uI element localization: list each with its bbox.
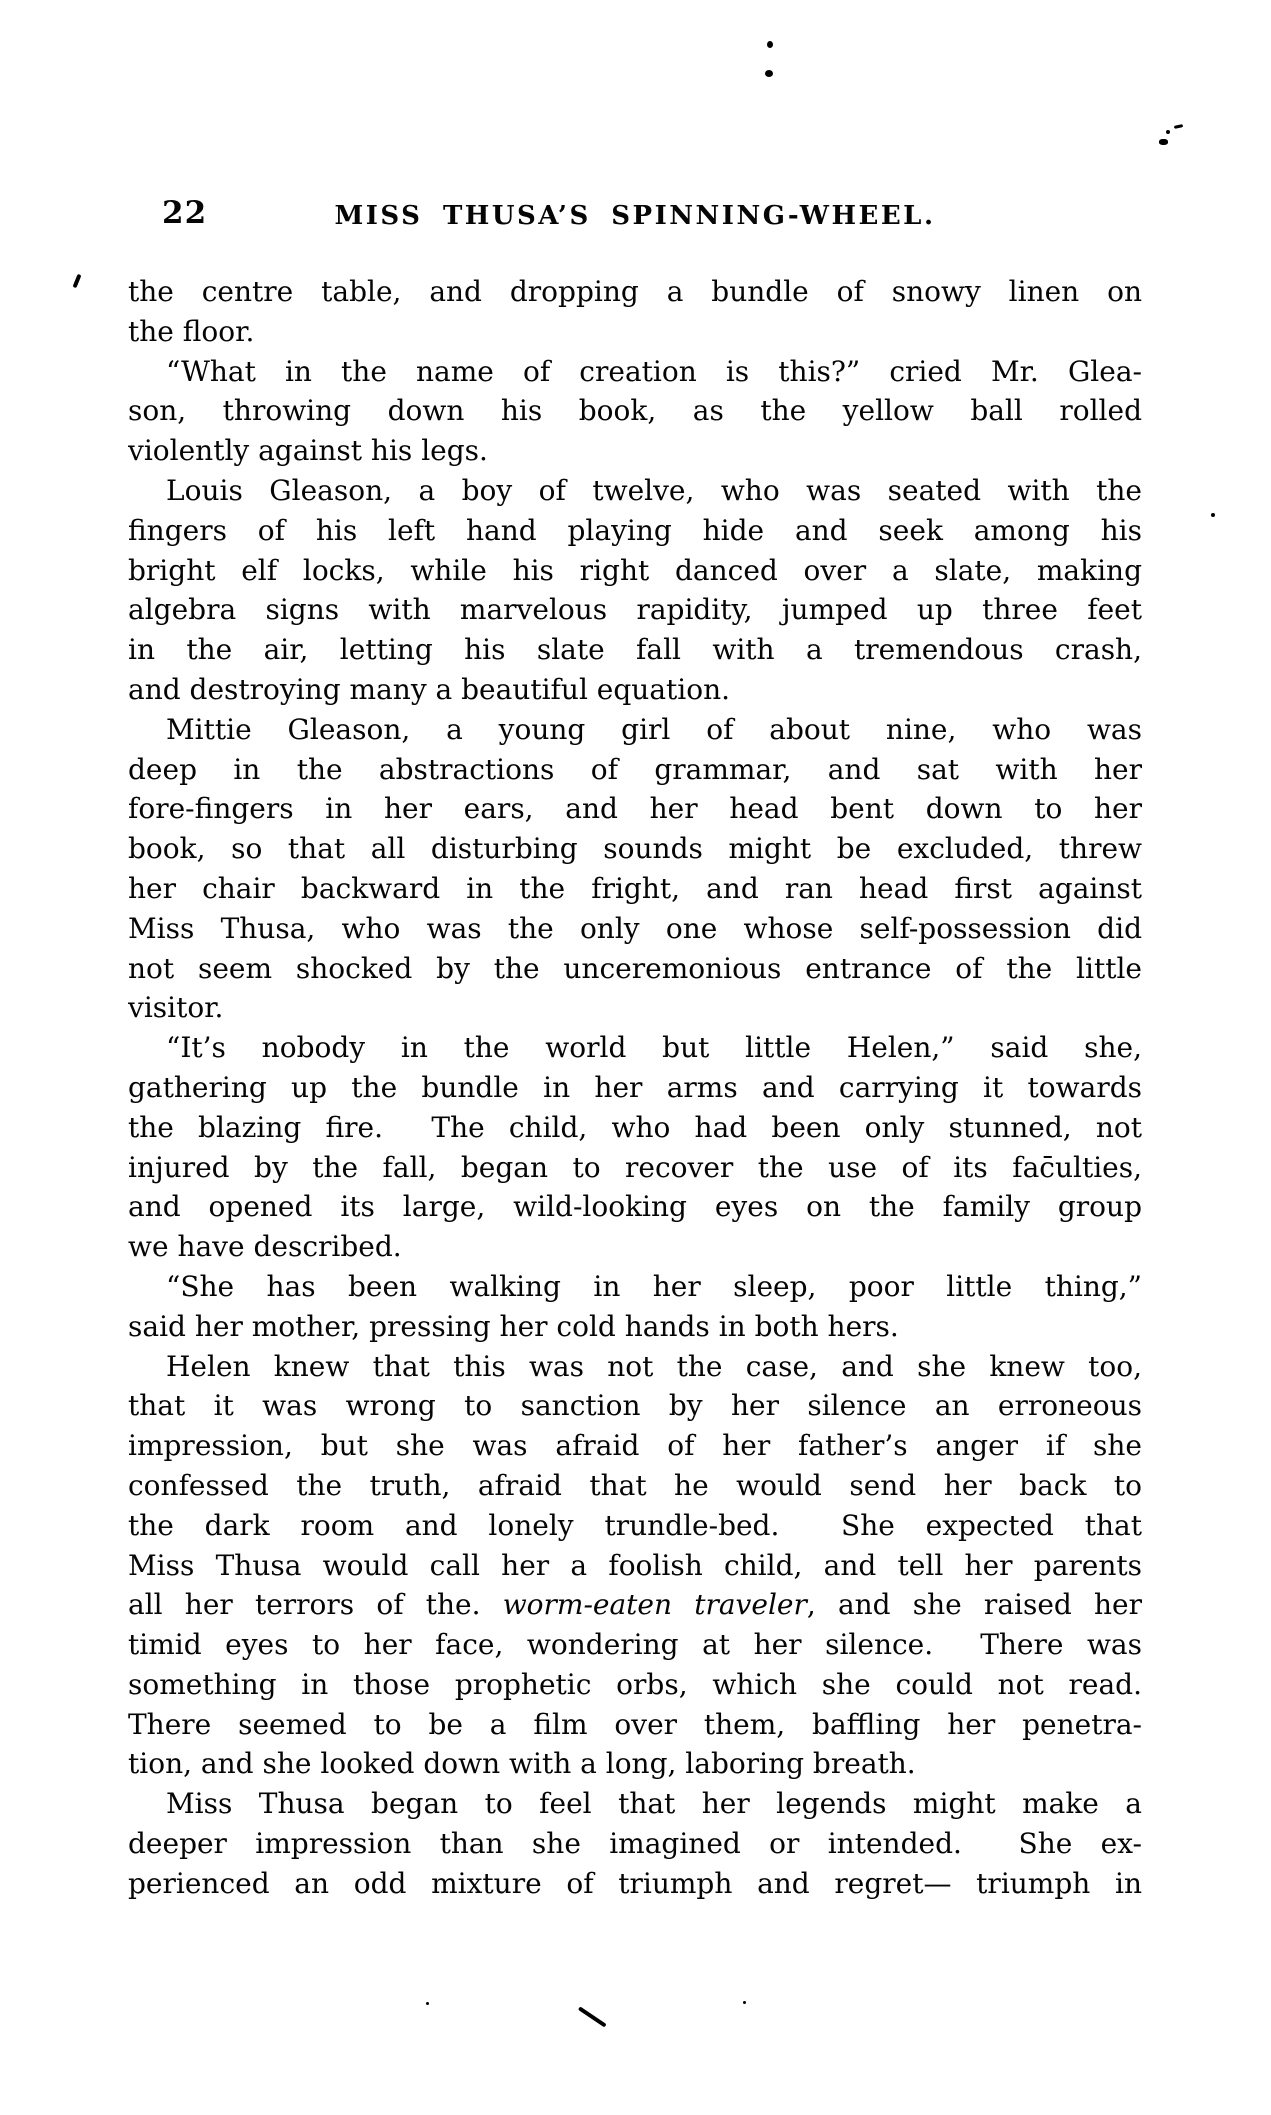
- text-line: perienced an odd mixture of triumph and regret— triumph in: [128, 1866, 1142, 1900]
- text-line: Miss Thusa began to feel that her legends might make a: [166, 1787, 1142, 1821]
- ink-speck: [426, 2002, 429, 2005]
- text-line: not seem shocked by the unceremonious entrance of the little: [128, 951, 1142, 985]
- text-line: “What in the name of creation is this?” cried Mr. Glea-: [166, 354, 1142, 388]
- text-line: something in those prophetic orbs, which she could not read.: [128, 1667, 1142, 1701]
- text-line: the dark room and lonely trundle-bed. She expected that: [128, 1508, 1142, 1542]
- text-line: deep in the abstractions of grammar, and sat with her: [128, 752, 1142, 786]
- text-line: fingers of his left hand playing hide and seek among his: [128, 513, 1142, 547]
- diagonal-ink-stroke: [578, 2006, 607, 2027]
- line-segment: all her terrors of the.: [128, 1588, 481, 1622]
- text-line: bright elf locks, while his right danced over a slate, making: [128, 553, 1142, 587]
- page-number: 22: [162, 195, 208, 231]
- text-line: the centre table, and dropping a bundle of snowy linen on: [128, 275, 1142, 308]
- text-line: injured by the fall, began to recover the use of its fac̄ulties,: [128, 1150, 1142, 1184]
- running-title: MISS THUSA’S SPINNING-WHEEL.: [334, 201, 936, 231]
- text-line: Miss Thusa, who was the only one whose self-possession did: [128, 911, 1142, 945]
- text-line: There seemed to be a film over them, baffling her penetra-: [128, 1707, 1142, 1741]
- text-line: her chair backward in the fright, and ran head first against: [128, 871, 1142, 905]
- text-block: [128, 272, 1142, 1904]
- text-line: deeper impression than she imagined or intended. She ex-: [128, 1827, 1142, 1861]
- ink-speck: [1166, 130, 1170, 134]
- ink-speck: [1211, 513, 1215, 517]
- text-line: Miss Thusa would call her a foolish child, and tell her parents: [128, 1548, 1142, 1582]
- text-line: “It’s nobody in the world but little Helen,” said she,: [166, 1031, 1142, 1065]
- text-line: son, throwing down his book, as the yellow ball rolled: [128, 394, 1142, 428]
- text-line: said her mother, pressing her cold hands in both hers.: [128, 1309, 899, 1343]
- text-line: tion, and she looked down with a long, laboring breath.: [128, 1747, 916, 1781]
- text-line: [128, 1585, 1142, 1625]
- text-line: and opened its large, wild-looking eyes on the family group: [128, 1190, 1142, 1224]
- text-line: and destroying many a beautiful equation.: [128, 672, 731, 706]
- text-line: fore-fingers in her ears, and her head bent down to her: [128, 792, 1142, 826]
- text-line: in the air, letting his slate fall with a tremendous crash,: [128, 633, 1142, 667]
- ink-speck: [1174, 124, 1183, 129]
- text-line: gathering up the bundle in her arms and carrying it towards: [128, 1070, 1142, 1104]
- text-line: “She has been walking in her sleep, poor little thing,”: [166, 1269, 1142, 1303]
- ink-speck: [743, 2001, 746, 2004]
- text-line: Louis Gleason, a boy of twelve, who was seated with the: [166, 473, 1142, 507]
- text-line: that it was wrong to sanction by her silence an erroneous: [128, 1389, 1142, 1423]
- text-line: the floor.: [128, 314, 255, 348]
- text-line: we have described.: [128, 1230, 402, 1264]
- text-line: algebra signs with marvelous rapidity, jumped up three feet: [128, 593, 1142, 627]
- line-segment: , and she raised her: [806, 1588, 1142, 1622]
- text-line: timid eyes to her face, wondering at her silence. There was: [128, 1628, 1142, 1662]
- page-header: [128, 197, 1142, 241]
- text-line: confessed the truth, afraid that he would send her back to: [128, 1468, 1142, 1502]
- text-line: the blazing fire. The child, who had been only stunned, not: [128, 1110, 1142, 1144]
- ink-speck: [765, 70, 773, 77]
- text-line: Helen knew that this was not the case, and she knew too,: [166, 1349, 1142, 1383]
- text-line: book, so that all disturbing sounds might be excluded, threw: [128, 832, 1142, 866]
- text-line: Mittie Gleason, a young girl of about nine, who was: [166, 712, 1142, 746]
- text-line: impression, but she was afraid of her father’s anger if she: [128, 1429, 1142, 1463]
- text-line: violently against his legs.: [128, 434, 488, 468]
- ink-speck: [767, 41, 773, 48]
- text-line: visitor.: [128, 991, 224, 1025]
- ink-speck: [1159, 139, 1168, 145]
- italic-phrase: worm-eaten traveler: [480, 1588, 807, 1622]
- margin-fleck: [73, 274, 82, 288]
